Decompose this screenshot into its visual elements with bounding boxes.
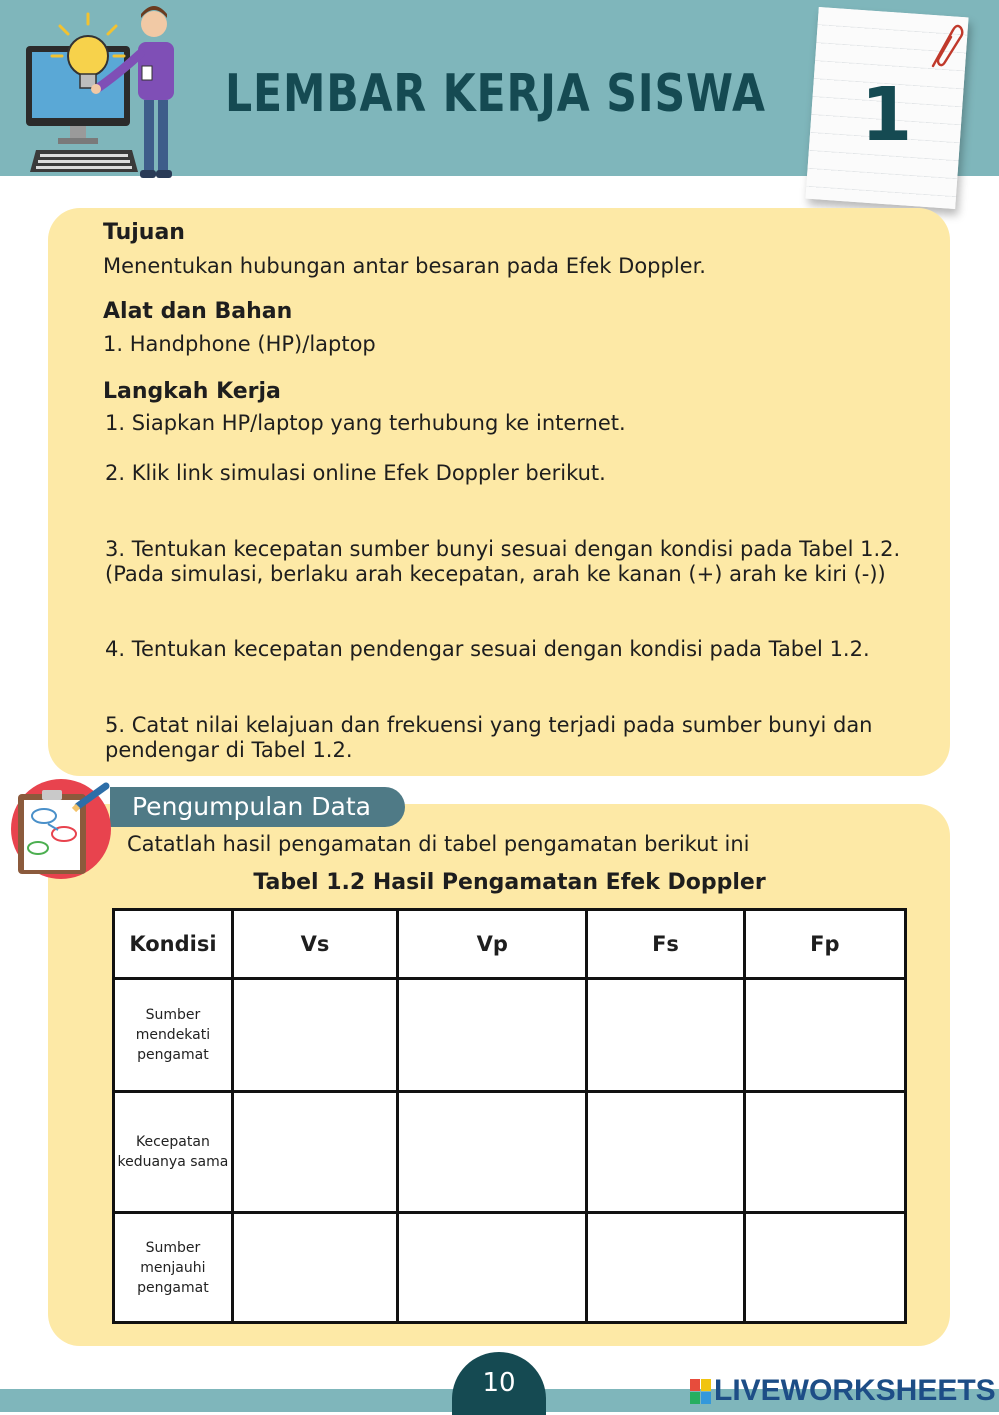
vp-input-cell[interactable] [398, 1213, 587, 1323]
step-1: 1. Siapkan HP/laptop yang terhubung ke internet. [105, 411, 626, 435]
alat-heading: Alat dan Bahan [103, 299, 293, 324]
vs-input-cell[interactable] [232, 1213, 397, 1323]
fs-input-cell[interactable] [587, 1213, 744, 1323]
tujuan-heading: Tujuan [103, 220, 185, 245]
page-title: LEMBAR KERJA SISWA [225, 64, 766, 124]
alat-item: 1. Handphone (HP)/laptop [103, 332, 376, 356]
langkah-heading: Langkah Kerja [103, 379, 281, 404]
table-title: Tabel 1.2 Hasil Pengamatan Efek Doppler [253, 870, 766, 895]
student-computer-illustration [22, 4, 192, 184]
fs-input-cell[interactable] [587, 1092, 744, 1213]
kondisi-cell: Sumber menjauhi pengamat [114, 1213, 233, 1323]
vs-input-cell[interactable] [232, 1092, 397, 1213]
header-fp: Fp [744, 910, 905, 979]
step-3: 3. Tentukan kecepatan sumber bunyi sesuai dengan kondisi pada Tabel 1.2. (Pada simulasi, berlaku arah kecepatan, arah ke kanan (+) arah ke kiri (-)) [105, 537, 901, 586]
vp-input-cell[interactable] [398, 979, 587, 1092]
kondisi-cell: Kecepatan keduanya sama [114, 1092, 233, 1213]
tujuan-text: Menentukan hubungan antar besaran pada Efek Doppler. [103, 254, 706, 278]
logo-squares-icon [690, 1379, 711, 1404]
brand-text: LIVEWORKSHEETS [714, 1374, 996, 1407]
vs-input-cell[interactable] [232, 979, 397, 1092]
fp-input-cell[interactable] [744, 1213, 905, 1323]
fs-input-cell[interactable] [587, 979, 744, 1092]
step-4: 4. Tentukan kecepatan pendengar sesuai dengan kondisi pada Tabel 1.2. [105, 637, 870, 661]
worksheet-number: 1 [860, 71, 913, 158]
step-2: 2. Klik link simulasi online Efek Doppler berikut. [105, 461, 606, 485]
header-vs: Vs [232, 910, 397, 979]
step-5: 5. Catat nilai kelajuan dan frekuensi yang terjadi pada sumber bunyi dan pendengar di Tabel 1.2. [105, 713, 873, 762]
liveworksheets-logo[interactable] [690, 1374, 996, 1408]
table-row [114, 1213, 906, 1323]
vp-input-cell[interactable] [398, 1092, 587, 1213]
paperclip-icon [925, 20, 965, 70]
page-number: 10 [482, 1368, 516, 1398]
instruction-text: Catatlah hasil pengamatan di tabel pengamatan berikut ini [127, 832, 750, 856]
fp-input-cell[interactable] [744, 1092, 905, 1213]
header-vp: Vp [398, 910, 587, 979]
header-fs: Fs [587, 910, 744, 979]
observation-table [112, 908, 907, 1324]
table-header-row [114, 910, 906, 979]
fp-input-cell[interactable] [744, 979, 905, 1092]
section-label: Pengumpulan Data [132, 792, 371, 821]
clipboard-icon [8, 776, 114, 882]
header-kondisi: Kondisi [114, 910, 233, 979]
table-row [114, 979, 906, 1092]
table-row [114, 1092, 906, 1213]
kondisi-cell: Sumber mendekati pengamat [114, 979, 233, 1092]
objectives-card [48, 208, 950, 776]
